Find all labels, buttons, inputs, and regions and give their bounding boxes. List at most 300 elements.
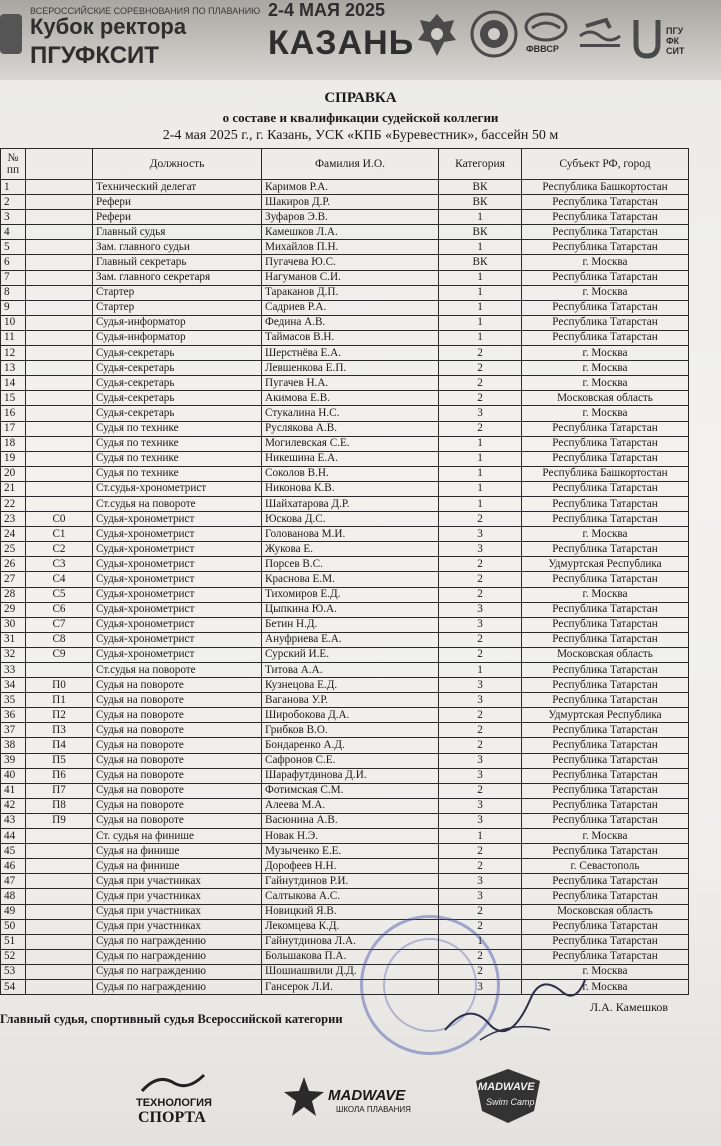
row-category: 1: [439, 330, 522, 345]
table-row: [1, 889, 689, 904]
row-position: Рефери: [93, 210, 262, 225]
row-category: 1: [439, 315, 522, 330]
table-row: [1, 678, 689, 693]
table-row: [1, 496, 689, 511]
row-code: [26, 844, 93, 859]
row-name: Порсев В.С.: [262, 557, 439, 572]
row-region: Республика Татарстан: [522, 753, 689, 768]
row-region: Республика Татарстан: [522, 949, 689, 964]
row-number: 51: [1, 934, 26, 949]
row-category: 3: [439, 678, 522, 693]
row-category: 3: [439, 602, 522, 617]
row-region: Республика Татарстан: [522, 798, 689, 813]
row-name: Соколов В.Н.: [262, 466, 439, 481]
table-row: [1, 919, 689, 934]
table-row: [1, 315, 689, 330]
row-region: Республика Татарстан: [522, 934, 689, 949]
row-code: [26, 829, 93, 844]
row-number: 10: [1, 315, 26, 330]
row-name: Зуфаров Э.В.: [262, 210, 439, 225]
row-name: Жукова Е.: [262, 542, 439, 557]
row-position: Судья по награждению: [93, 934, 262, 949]
row-category: 3: [439, 979, 522, 994]
signature-icon: [440, 960, 590, 1050]
row-code: [26, 240, 93, 255]
row-code: [26, 195, 93, 210]
row-category: ВК: [439, 195, 522, 210]
row-number: 5: [1, 240, 26, 255]
pgufksit-logo-text: ПГУ ФК СИТ: [666, 26, 685, 56]
row-position: Ст. судья на финише: [93, 829, 262, 844]
row-number: 49: [1, 904, 26, 919]
row-name: Кузнецова Е.Д.: [262, 678, 439, 693]
table-row: [1, 783, 689, 798]
row-code: [26, 451, 93, 466]
row-code: [26, 255, 93, 270]
sponsor2-line1: MADWAVE: [328, 1087, 406, 1104]
row-region: Республика Татарстан: [522, 300, 689, 315]
row-code: [26, 496, 93, 511]
row-position: Судья-хронометрист: [93, 647, 262, 662]
row-number: 31: [1, 632, 26, 647]
row-position: Судья-информатор: [93, 330, 262, 345]
row-position: Судья на повороте: [93, 738, 262, 753]
row-number: 13: [1, 361, 26, 376]
row-code: [26, 949, 93, 964]
row-name: Шерстнёва Е.А.: [262, 346, 439, 361]
header-name: Фамилия И.О.: [262, 149, 439, 180]
row-position: Судья-секретарь: [93, 346, 262, 361]
row-number: 43: [1, 813, 26, 828]
row-position: Зам. главного секретаря: [93, 270, 262, 285]
row-position: Стартер: [93, 300, 262, 315]
row-name: Гайнутдинова Л.А.: [262, 934, 439, 949]
row-name: Титова А.А.: [262, 663, 439, 678]
table-row: [1, 481, 689, 496]
row-name: Музыченко Е.Е.: [262, 844, 439, 859]
row-region: Республика Татарстан: [522, 195, 689, 210]
row-category: 2: [439, 557, 522, 572]
row-code: [26, 466, 93, 481]
row-number: 28: [1, 587, 26, 602]
row-category: 3: [439, 889, 522, 904]
row-name: Грибков В.О.: [262, 723, 439, 738]
row-category: 2: [439, 949, 522, 964]
row-region: г. Севастополь: [522, 859, 689, 874]
row-category: ВК: [439, 180, 522, 195]
table-row: [1, 647, 689, 662]
judges-table-body: [1, 180, 689, 995]
table-row: [1, 904, 689, 919]
row-number: 35: [1, 693, 26, 708]
row-region: Республика Татарстан: [522, 572, 689, 587]
row-name: Пугачев Н.А.: [262, 376, 439, 391]
row-category: 2: [439, 361, 522, 376]
table-row: [1, 195, 689, 210]
table-row: [1, 753, 689, 768]
row-number: 29: [1, 602, 26, 617]
table-row: [1, 708, 689, 723]
row-category: 3: [439, 542, 522, 557]
row-code: С4: [26, 572, 93, 587]
row-region: Республика Татарстан: [522, 723, 689, 738]
row-region: Республика Татарстан: [522, 813, 689, 828]
row-number: 22: [1, 496, 26, 511]
row-category: 2: [439, 587, 522, 602]
row-position: Ст.судья-хронометрист: [93, 481, 262, 496]
table-row: [1, 421, 689, 436]
row-code: [26, 934, 93, 949]
row-category: 2: [439, 738, 522, 753]
table-row: [1, 723, 689, 738]
row-code: [26, 663, 93, 678]
row-code: [26, 270, 93, 285]
row-category: 1: [439, 270, 522, 285]
row-position: Главный судья: [93, 225, 262, 240]
technology-sport-logo-icon: [138, 1069, 208, 1095]
sponsor3-line1: MADWAVE: [478, 1081, 535, 1093]
row-position: Судья по технике: [93, 466, 262, 481]
row-code: [26, 421, 93, 436]
row-region: Республика Татарстан: [522, 436, 689, 451]
row-position: Судья на финише: [93, 844, 262, 859]
row-number: 42: [1, 798, 26, 813]
fvvsr-logo-icon: [524, 12, 568, 42]
banner-city: КАЗАНЬ: [268, 24, 415, 62]
row-category: 2: [439, 964, 522, 979]
row-code: П3: [26, 723, 93, 738]
swimming-federation-icon: [576, 14, 624, 54]
table-row: [1, 874, 689, 889]
row-name: Большакова П.А.: [262, 949, 439, 964]
table-row: [1, 300, 689, 315]
row-name: Нагуманов С.И.: [262, 270, 439, 285]
row-number: 9: [1, 300, 26, 315]
row-category: 1: [439, 240, 522, 255]
table-row: [1, 270, 689, 285]
row-region: Республика Татарстан: [522, 783, 689, 798]
row-region: Республика Башкортостан: [522, 466, 689, 481]
row-region: г. Москва: [522, 829, 689, 844]
row-category: 2: [439, 376, 522, 391]
row-name: Новицкий Я.В.: [262, 904, 439, 919]
row-number: 23: [1, 512, 26, 527]
row-category: 1: [439, 496, 522, 511]
row-number: 11: [1, 330, 26, 345]
row-name: Юскова Д.С.: [262, 512, 439, 527]
row-code: [26, 285, 93, 300]
row-number: 12: [1, 346, 26, 361]
row-category: 1: [439, 481, 522, 496]
row-number: 41: [1, 783, 26, 798]
banner-cup-line2: ПГУФКСИТ: [30, 42, 159, 69]
row-category: 1: [439, 451, 522, 466]
row-name: Тараканов Д.П.: [262, 285, 439, 300]
row-name: Ануфриева Е.А.: [262, 632, 439, 647]
row-category: 3: [439, 798, 522, 813]
table-row: [1, 813, 689, 828]
row-name: Никонова К.В.: [262, 481, 439, 496]
row-region: г. Москва: [522, 406, 689, 421]
row-position: Ст.судья на повороте: [93, 663, 262, 678]
row-region: Республика Башкортостан: [522, 180, 689, 195]
row-region: Удмуртская Республика: [522, 708, 689, 723]
row-position: Судья на финише: [93, 859, 262, 874]
row-name: Голованова М.И.: [262, 527, 439, 542]
row-region: Республика Татарстан: [522, 617, 689, 632]
row-number: 15: [1, 391, 26, 406]
row-number: 45: [1, 844, 26, 859]
table-row: [1, 542, 689, 557]
row-category: ВК: [439, 255, 522, 270]
row-region: Республика Татарстан: [522, 663, 689, 678]
row-region: Московская область: [522, 904, 689, 919]
row-code: С6: [26, 602, 93, 617]
starfish-icon: [282, 1075, 326, 1119]
row-code: [26, 180, 93, 195]
row-name: Руслякова А.В.: [262, 421, 439, 436]
row-number: 14: [1, 376, 26, 391]
row-category: 3: [439, 617, 522, 632]
row-code: [26, 919, 93, 934]
table-row: [1, 466, 689, 481]
row-code: П9: [26, 813, 93, 828]
row-number: 46: [1, 859, 26, 874]
pgufksit-logo-icon: [632, 16, 662, 60]
row-position: Судья на повороте: [93, 723, 262, 738]
header-code: [26, 149, 93, 180]
row-region: г. Москва: [522, 979, 689, 994]
row-name: Таймасов В.Н.: [262, 330, 439, 345]
row-region: Республика Татарстан: [522, 889, 689, 904]
table-row: [1, 572, 689, 587]
row-number: 50: [1, 919, 26, 934]
row-region: Республика Татарстан: [522, 210, 689, 225]
table-row: [1, 602, 689, 617]
row-number: 8: [1, 285, 26, 300]
row-position: Ст.судья на повороте: [93, 496, 262, 511]
row-code: [26, 346, 93, 361]
row-region: Республика Татарстан: [522, 240, 689, 255]
row-region: Республика Татарстан: [522, 225, 689, 240]
row-region: г. Москва: [522, 527, 689, 542]
row-number: 20: [1, 466, 26, 481]
document-title: СПРАВКА: [324, 90, 397, 106]
row-region: Республика Татарстан: [522, 512, 689, 527]
row-category: 1: [439, 829, 522, 844]
row-region: г. Москва: [522, 255, 689, 270]
row-number: 2: [1, 195, 26, 210]
sponsor3-line2: Swim Camp: [486, 1097, 535, 1107]
sponsor-logos: [0, 1065, 721, 1135]
table-row: [1, 285, 689, 300]
header-category: Категория: [439, 149, 522, 180]
row-position: Главный секретарь: [93, 255, 262, 270]
row-position: Судья-хронометрист: [93, 557, 262, 572]
row-name: Пугачева Ю.С.: [262, 255, 439, 270]
table-row: [1, 391, 689, 406]
header-position: Должность: [93, 149, 262, 180]
row-code: П0: [26, 678, 93, 693]
row-number: 39: [1, 753, 26, 768]
tatarstan-emblem-icon: [470, 10, 518, 58]
row-number: 38: [1, 738, 26, 753]
chief-judge-role: Главный судья, спортивный судья Всероссийской категории: [0, 1012, 343, 1026]
row-number: 18: [1, 436, 26, 451]
row-region: Республика Татарстан: [522, 315, 689, 330]
table-row: [1, 663, 689, 678]
row-name: Шакиров Д.Р.: [262, 195, 439, 210]
row-position: Судья на повороте: [93, 708, 262, 723]
row-position: Судья-секретарь: [93, 361, 262, 376]
row-position: Судья-хронометрист: [93, 527, 262, 542]
row-code: П2: [26, 708, 93, 723]
row-code: [26, 376, 93, 391]
row-name: Ваганова У.Р.: [262, 693, 439, 708]
table-row: [1, 617, 689, 632]
row-category: 2: [439, 391, 522, 406]
row-name: Алеева М.А.: [262, 798, 439, 813]
row-region: г. Москва: [522, 376, 689, 391]
row-code: [26, 904, 93, 919]
table-row: [1, 693, 689, 708]
row-number: 34: [1, 678, 26, 693]
coat-of-arms-icon: [412, 10, 462, 60]
row-region: Республика Татарстан: [522, 738, 689, 753]
row-position: Судья-хронометрист: [93, 617, 262, 632]
row-position: Судья при участниках: [93, 889, 262, 904]
row-code: [26, 210, 93, 225]
row-name: Краснова Е.М.: [262, 572, 439, 587]
row-number: 33: [1, 663, 26, 678]
table-row: [1, 225, 689, 240]
row-code: [26, 874, 93, 889]
row-number: 37: [1, 723, 26, 738]
row-number: 47: [1, 874, 26, 889]
row-position: Судья по технике: [93, 421, 262, 436]
row-category: ВК: [439, 225, 522, 240]
row-region: Республика Татарстан: [522, 874, 689, 889]
row-region: г. Москва: [522, 587, 689, 602]
row-category: 1: [439, 436, 522, 451]
row-category: 1: [439, 210, 522, 225]
row-category: 1: [439, 466, 522, 481]
row-category: 2: [439, 708, 522, 723]
row-name: Шошиашвили Д.Д.: [262, 964, 439, 979]
sponsor1-line2: СПОРТА: [138, 1109, 206, 1126]
table-header-row: [1, 149, 689, 180]
row-name: Стукалина Н.С.: [262, 406, 439, 421]
row-code: С2: [26, 542, 93, 557]
row-name: Сурский И.Е.: [262, 647, 439, 662]
row-code: [26, 361, 93, 376]
row-position: Технический делегат: [93, 180, 262, 195]
row-name: Гайнутдинов Р.И.: [262, 874, 439, 889]
row-region: Республика Татарстан: [522, 421, 689, 436]
row-name: Лекомцева К.Д.: [262, 919, 439, 934]
row-code: П1: [26, 693, 93, 708]
row-number: 24: [1, 527, 26, 542]
row-category: 2: [439, 572, 522, 587]
row-code: [26, 315, 93, 330]
row-code: П6: [26, 768, 93, 783]
row-name: Новак Н.Э.: [262, 829, 439, 844]
row-name: Бетин Н.Д.: [262, 617, 439, 632]
row-category: 3: [439, 693, 522, 708]
row-number: 30: [1, 617, 26, 632]
row-number: 21: [1, 481, 26, 496]
row-code: П7: [26, 783, 93, 798]
row-region: Московская область: [522, 391, 689, 406]
table-row: [1, 240, 689, 255]
row-name: Акимова Е.В.: [262, 391, 439, 406]
row-name: Левшенкова Е.П.: [262, 361, 439, 376]
row-category: 2: [439, 904, 522, 919]
row-name: Тихомиров Е.Д.: [262, 587, 439, 602]
row-code: [26, 300, 93, 315]
table-row: [1, 255, 689, 270]
row-region: Республика Татарстан: [522, 270, 689, 285]
row-name: Никешина Е.А.: [262, 451, 439, 466]
event-banner: [0, 0, 721, 80]
row-region: Республика Татарстан: [522, 678, 689, 693]
row-code: [26, 330, 93, 345]
row-position: Судья на повороте: [93, 798, 262, 813]
row-number: 32: [1, 647, 26, 662]
row-code: П8: [26, 798, 93, 813]
row-category: 1: [439, 663, 522, 678]
row-number: 48: [1, 889, 26, 904]
row-position: Судья-информатор: [93, 315, 262, 330]
row-position: Судья-хронометрист: [93, 542, 262, 557]
table-row: [1, 406, 689, 421]
row-region: Республика Татарстан: [522, 768, 689, 783]
row-number: 7: [1, 270, 26, 285]
banner-small-line: ВСЕРОССИЙСКИЕ СОРЕВНОВАНИЯ ПО ПЛАВАНИЮ: [30, 6, 261, 16]
row-position: Судья на повороте: [93, 813, 262, 828]
table-row: [1, 210, 689, 225]
row-code: С7: [26, 617, 93, 632]
row-number: 54: [1, 979, 26, 994]
row-region: Республика Татарстан: [522, 330, 689, 345]
row-region: Республика Татарстан: [522, 693, 689, 708]
table-row: [1, 436, 689, 451]
row-number: 27: [1, 572, 26, 587]
row-number: 6: [1, 255, 26, 270]
row-name: Дорофеев Н.Н.: [262, 859, 439, 874]
row-category: 2: [439, 859, 522, 874]
row-position: Зам. главного судьи: [93, 240, 262, 255]
table-row: [1, 632, 689, 647]
chief-judge-name: Л.А. Камешков: [590, 1000, 669, 1014]
row-region: Московская область: [522, 647, 689, 662]
row-position: Рефери: [93, 195, 262, 210]
row-region: г. Москва: [522, 346, 689, 361]
row-region: Республика Татарстан: [522, 844, 689, 859]
row-category: 1: [439, 300, 522, 315]
row-category: 2: [439, 346, 522, 361]
row-category: 1: [439, 934, 522, 949]
row-position: Судья по награждению: [93, 979, 262, 994]
row-category: 3: [439, 753, 522, 768]
row-name: Васюнина А.В.: [262, 813, 439, 828]
row-code: [26, 481, 93, 496]
row-number: 26: [1, 557, 26, 572]
row-code: [26, 889, 93, 904]
table-row: [1, 361, 689, 376]
swim-camp-badge-icon: [472, 1067, 544, 1125]
row-name: Михайлов П.Н.: [262, 240, 439, 255]
